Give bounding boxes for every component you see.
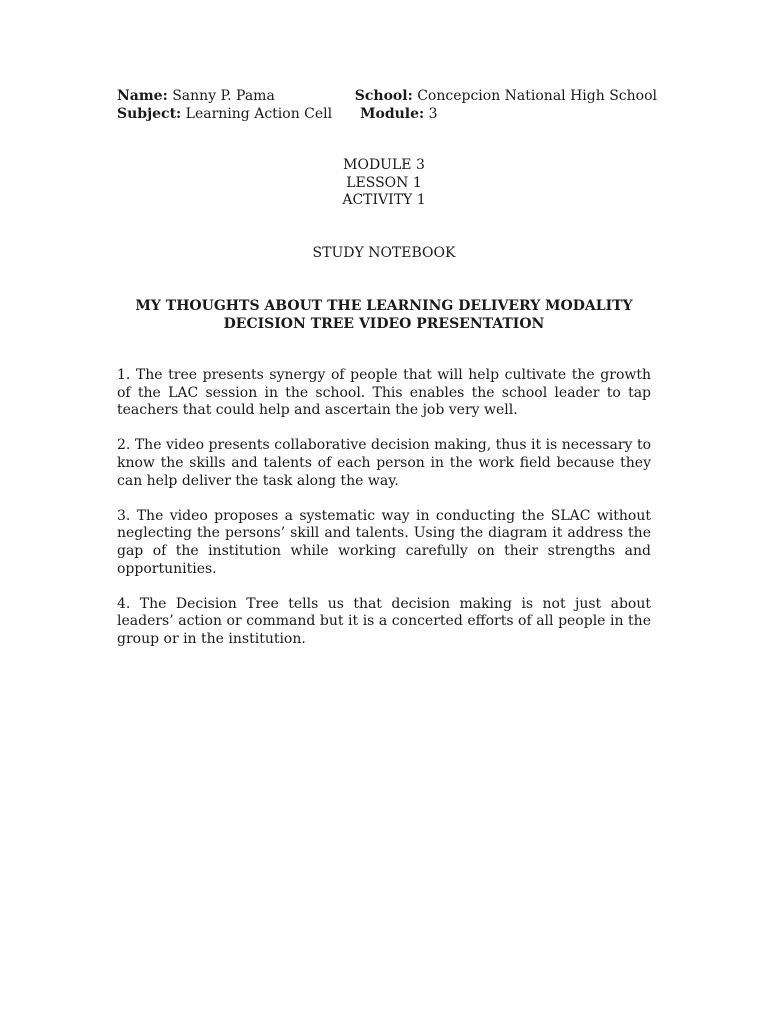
module-value: 3 <box>428 106 438 122</box>
school-field <box>355 87 657 105</box>
school-label: School: <box>354 88 413 104</box>
module-lesson-activity <box>0 157 768 210</box>
document-header <box>117 87 657 123</box>
subject-value: Learning Action Cell <box>185 106 333 122</box>
thoughts-list <box>117 367 651 666</box>
module-heading: MODULE 3 <box>343 157 425 173</box>
header-row-2 <box>117 105 657 123</box>
page-title <box>0 297 768 333</box>
paragraph-3: 3. The video proposes a systematic way in conducting the SLAC without neglecting the persons’ skill and talents. Using the diagram it address the gap of the institution while working carefully on their strengths and opportunities. <box>117 507 651 577</box>
subject-label: Subject: <box>117 106 182 122</box>
title-line-1: MY THOUGHTS ABOUT THE LEARNING DELIVERY MODALITY <box>135 298 633 314</box>
module-field <box>360 105 657 123</box>
name-value: Sanny P. Pama <box>172 88 275 104</box>
subject-field <box>117 105 360 123</box>
name-label: Name: <box>117 88 168 104</box>
paragraph-4: 4. The Decision Tree tells us that decision making is not just about leaders’ action or command but it is a concerted efforts of all people in the group or in the institution. <box>117 595 651 647</box>
header-row-1 <box>117 87 657 105</box>
module-label: Module: <box>360 106 425 122</box>
title-line-2: DECISION TREE VIDEO PRESENTATION <box>223 316 545 332</box>
paragraph-1: 1. The tree presents synergy of people that will help cultivate the growth of the LAC session in the school. This enables the school leader to tap teachers that could help and ascertain the job very well. <box>117 367 651 419</box>
lesson-heading: LESSON 1 <box>346 174 422 191</box>
study-notebook-label: STUDY NOTEBOOK <box>312 245 456 261</box>
activity-heading: ACTIVITY 1 <box>342 192 426 208</box>
school-value: Concepcion National High School <box>417 88 657 104</box>
paragraph-2: 2. The video presents collaborative decision making, thus it is necessary to know the skills and talents of each person in the work field because they can help deliver the task along the way. <box>117 437 651 489</box>
name-field <box>117 87 355 105</box>
